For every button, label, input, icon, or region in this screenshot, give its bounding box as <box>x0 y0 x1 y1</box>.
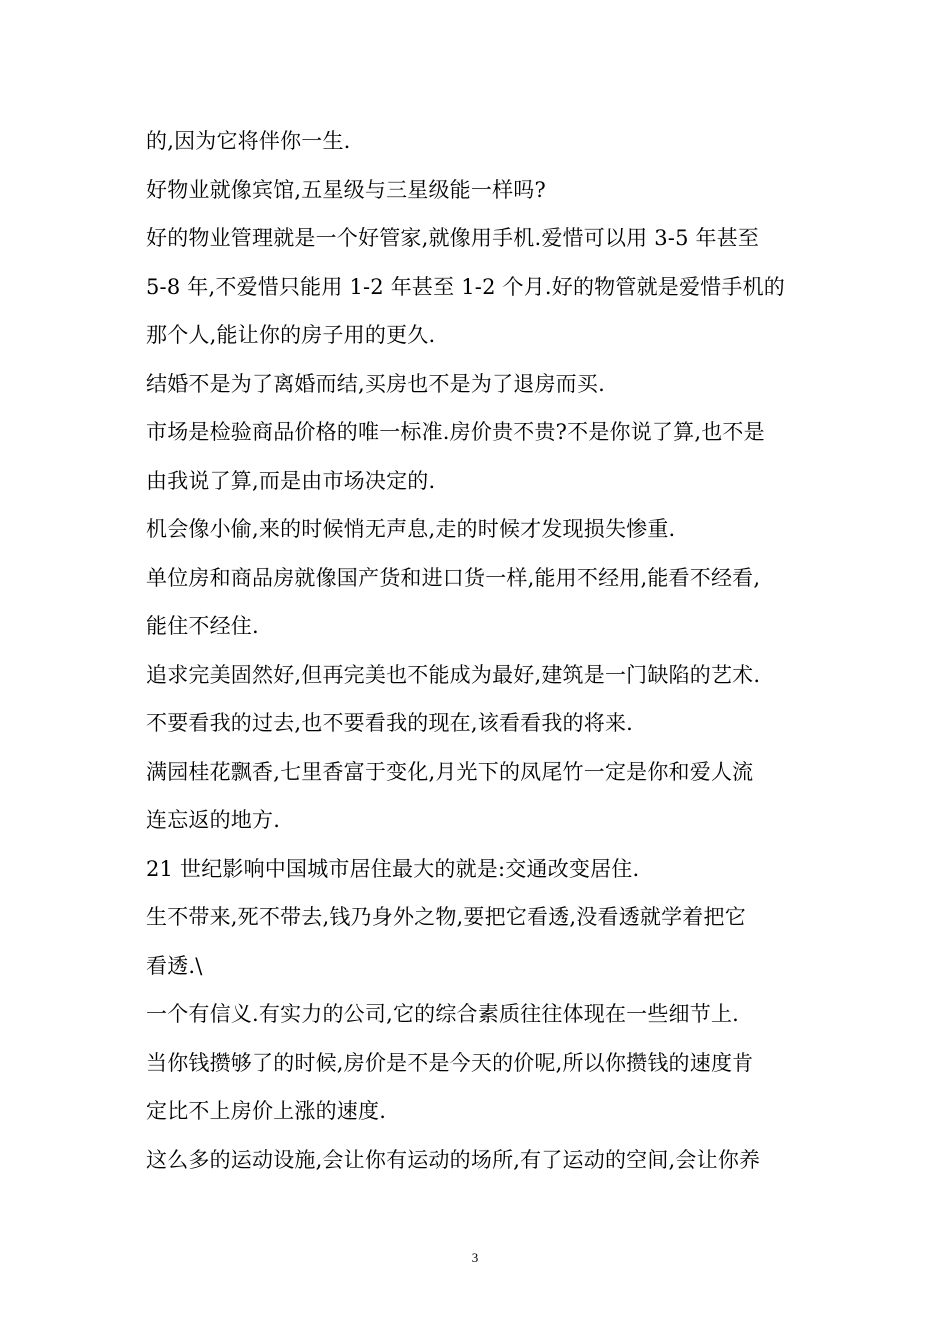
text-line: 这么多的运动设施,会让你有运动的场所,有了运动的空间,会让你养 <box>146 1147 761 1172</box>
text-line: 生不带来,死不带去,钱乃身外之物,要把它看透,没看透就学着把它 <box>146 905 746 929</box>
text-line: 市场是检验商品价格的唯一标准.房价贵不贵?不是你说了算,也不是 <box>146 420 765 444</box>
text-line: 那个人,能让你的房子用的更久. <box>146 323 436 347</box>
text-line: 定比不上房价上涨的速度. <box>146 1099 387 1123</box>
text-line: 的,因为它将伴你一生. <box>146 129 351 153</box>
text-line: 能住不经住. <box>146 614 259 638</box>
text-line: 当你钱攒够了的时候,房价是不是今天的价呢,所以你攒钱的速度肯 <box>146 1050 754 1075</box>
text-line: 机会像小偷,来的时候悄无声息,走的时候才发现损失惨重. <box>146 517 676 541</box>
text-line: 连忘返的地方. <box>146 808 281 832</box>
text-line: 5-8 年,不爱惜只能用 1-2 年甚至 1-2 个月.好的物管就是爱惜手机的 <box>146 274 785 299</box>
text-line: 结婚不是为了离婚而结,买房也不是为了退房而买. <box>146 371 605 396</box>
text-line: 不要看我的过去,也不要看我的现在,该看看我的将来. <box>146 711 634 735</box>
text-line: 看透.\ <box>146 953 203 978</box>
text-line: 由我说了算,而是由市场决定的. <box>146 468 436 493</box>
body-text <box>146 117 816 1184</box>
page-number: 3 <box>471 1250 479 1265</box>
text-line: 单位房和商品房就像国产货和进口货一样,能用不经用,能看不经看, <box>146 565 761 590</box>
text-line: 21 世纪影响中国城市居住最大的就是:交通改变居住. <box>146 856 640 881</box>
text-line: 追求完美固然好,但再完美也不能成为最好,建筑是一门缺陷的艺术. <box>146 662 761 687</box>
text-line: 满园桂花飘香,七里香富于变化,月光下的凤尾竹一定是你和爱人流 <box>146 759 754 784</box>
text-line: 一个有信义.有实力的公司,它的综合素质往往体现在一些细节上. <box>146 1002 740 1026</box>
text-line: 好物业就像宾馆,五星级与三星级能一样吗? <box>146 177 546 202</box>
text-line: 好的物业管理就是一个好管家,就像用手机.爱惜可以用 3-5 年甚至 <box>146 226 760 250</box>
